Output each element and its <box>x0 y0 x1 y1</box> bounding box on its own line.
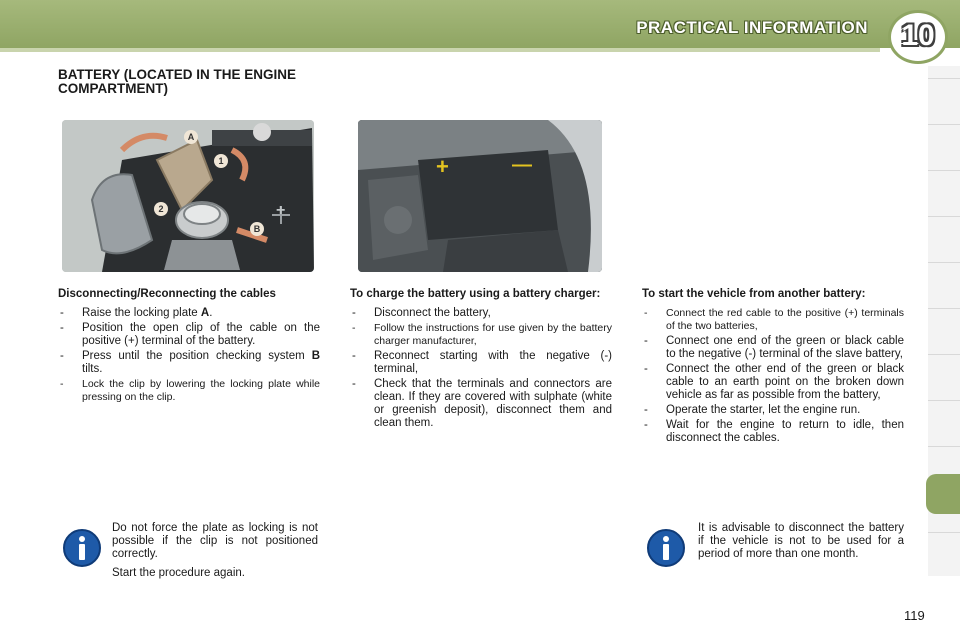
side-tab-divider <box>928 78 960 79</box>
battery-positive-mark: + <box>436 154 449 179</box>
list-item: - Connect the other end of the green or black cable to an earth point on the broken down vehicle as far as possible from the battery, <box>644 363 904 401</box>
note-text: It is advisable to disconnect the battery if the vehicle is not to be used for a period of more than one month. <box>698 522 904 560</box>
column-heading: To charge the battery using a battery charger: <box>350 288 601 300</box>
column-heading: Disconnecting/Reconnecting the cables <box>58 288 276 300</box>
chapter-title: PRACTICAL INFORMATION <box>636 18 868 37</box>
section-title: BATTERY (LOCATED IN THE ENGINE COMPARTMENT) <box>58 67 297 96</box>
engine-compartment-illustration <box>358 120 602 272</box>
photo-label-b: B <box>250 222 264 236</box>
list-item: - Check that the terminals and connectors are clean. If they are covered with sulphate (white or greenish deposit), disconnect them and clean them. <box>352 378 612 429</box>
page-number: 119 <box>904 608 925 623</box>
battery-terminal-photo <box>62 120 314 272</box>
info-icon <box>646 528 686 568</box>
side-tab-divider <box>928 308 960 309</box>
side-tab-divider <box>928 354 960 355</box>
note-text: Start the procedure again. <box>112 567 245 579</box>
side-tab-divider <box>928 400 960 401</box>
list-item: - Connect the red cable to the positive (+) terminals of the two batteries, <box>644 307 904 332</box>
chapter-badge <box>888 10 948 64</box>
battery-negative-mark: — <box>512 154 532 176</box>
list-item: - Operate the starter, let the engine run. <box>644 404 861 416</box>
side-tab-divider <box>928 170 960 171</box>
header-shadow <box>0 48 880 52</box>
side-tab-divider <box>928 124 960 125</box>
list-item: - Lock the clip by lowering the locking plate while pressing on the clip. <box>60 378 320 403</box>
side-tab-divider <box>928 446 960 447</box>
column-heading: To start the vehicle from another battery: <box>642 288 866 300</box>
note-plate-locking <box>112 522 318 580</box>
note-disconnect-advice <box>698 522 904 561</box>
side-tab-divider <box>928 262 960 263</box>
chapter-number: 10 <box>901 19 935 52</box>
list-item: - Reconnect starting with the negative (-) terminal, <box>352 350 612 375</box>
list-item: - Position the open clip of the cable on the positive (+) terminal of the battery. <box>60 322 320 347</box>
side-tab-divider <box>928 532 960 533</box>
side-tab-chapter-10[interactable] <box>926 474 960 514</box>
info-icon <box>62 528 102 568</box>
note-text: Do not force the plate as locking is not possible if the clip is not positioned correctly. <box>112 522 318 560</box>
column-charging <box>350 288 612 432</box>
list-item: - Connect one end of the green or black cable to the negative (-) terminal of the slave battery, <box>644 335 904 360</box>
list-item: - Press until the position checking system B tilts. <box>60 350 320 375</box>
instruction-list <box>58 307 320 404</box>
list-item: - Follow the instructions for use given by the battery charger manufacturer, <box>352 322 612 347</box>
instruction-list <box>350 307 612 430</box>
list-item: - Disconnect the battery, <box>352 307 491 319</box>
photo-label-plus: + <box>276 202 286 219</box>
side-tab-divider <box>928 216 960 217</box>
instruction-list <box>642 307 904 445</box>
photo-label-a: A <box>184 130 198 144</box>
column-jump-start <box>642 288 904 447</box>
engine-compartment-photo <box>358 120 602 272</box>
column-disconnecting <box>58 288 320 406</box>
list-item: - Wait for the engine to return to idle, then disconnect the cables. <box>644 419 904 444</box>
photo-label-1: 1 <box>214 154 228 168</box>
photo-label-2: 2 <box>154 202 168 216</box>
list-item: - Raise the locking plate A. <box>60 307 213 319</box>
